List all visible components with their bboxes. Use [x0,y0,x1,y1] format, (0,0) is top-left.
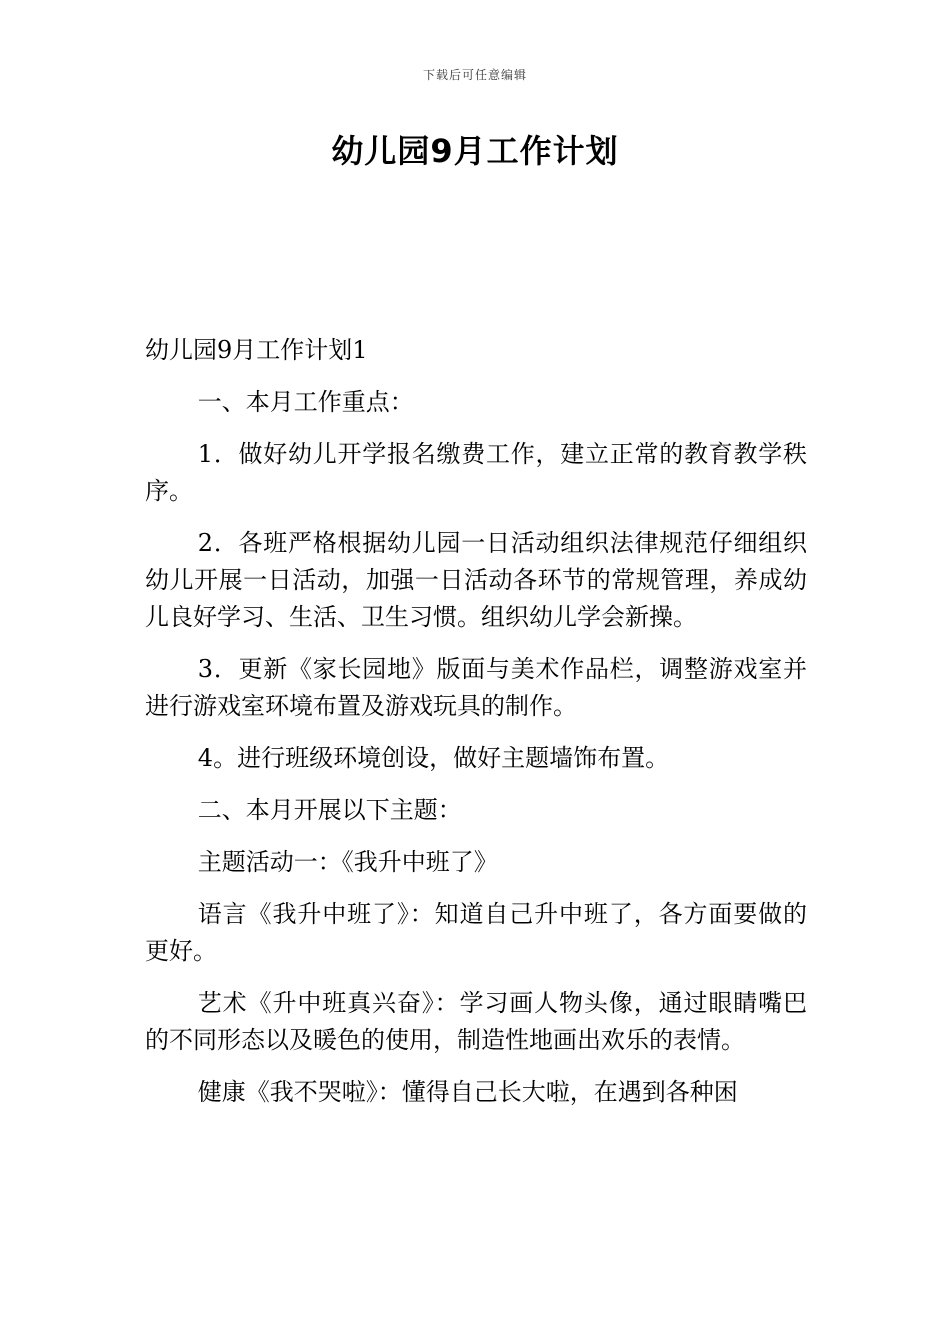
paragraph-health: 健康《我不哭啦》：懂得自己长大啦，在遇到各种困 [197,1078,738,1106]
section-subtitle: 幼儿园9月工作计划1 [145,336,368,364]
paragraph-item-4: 4。进行班级环境创设，做好主题墙饰布置。 [197,744,670,772]
paragraph-item-2: 2．各班严格根据幼儿园一日活动组织法律规范仔细组织幼儿开展一日活动，加强一日活动各环节的常规管理，养成幼儿良好学习、生活、卫生习惯。组织幼儿学会新操。 [145,529,807,631]
paragraph-language: 语言《我升中班了》：知道自己升中班了，各方面要做的更好。 [145,900,807,965]
paragraph-art: 艺术《升中班真兴奋》：学习画人物头像，通过眼睛嘴巴的不同形态以及暖色的使用，制造性地画出欢乐的表情。 [145,989,807,1054]
paragraph-item-3: 3．更新《家长园地》版面与美术作品栏，调整游戏室并进行游戏室环境布置及游戏玩具的制作。 [145,655,807,720]
paragraph-focus-heading: 一、本月工作重点： [197,388,414,416]
document-body [145,332,807,1126]
paragraph-theme-activity-1: 主题活动一：《我升中班了》 [197,848,498,876]
paragraph-item-1: 1．做好幼儿开学报名缴费工作，建立正常的教育教学秩序。 [145,440,807,505]
paragraph-themes-heading: 二、本月开展以下主题： [197,796,462,824]
header-note: 下载后可任意编辑 [422,68,527,82]
document-title: 幼儿园9月工作计划 [331,132,619,170]
